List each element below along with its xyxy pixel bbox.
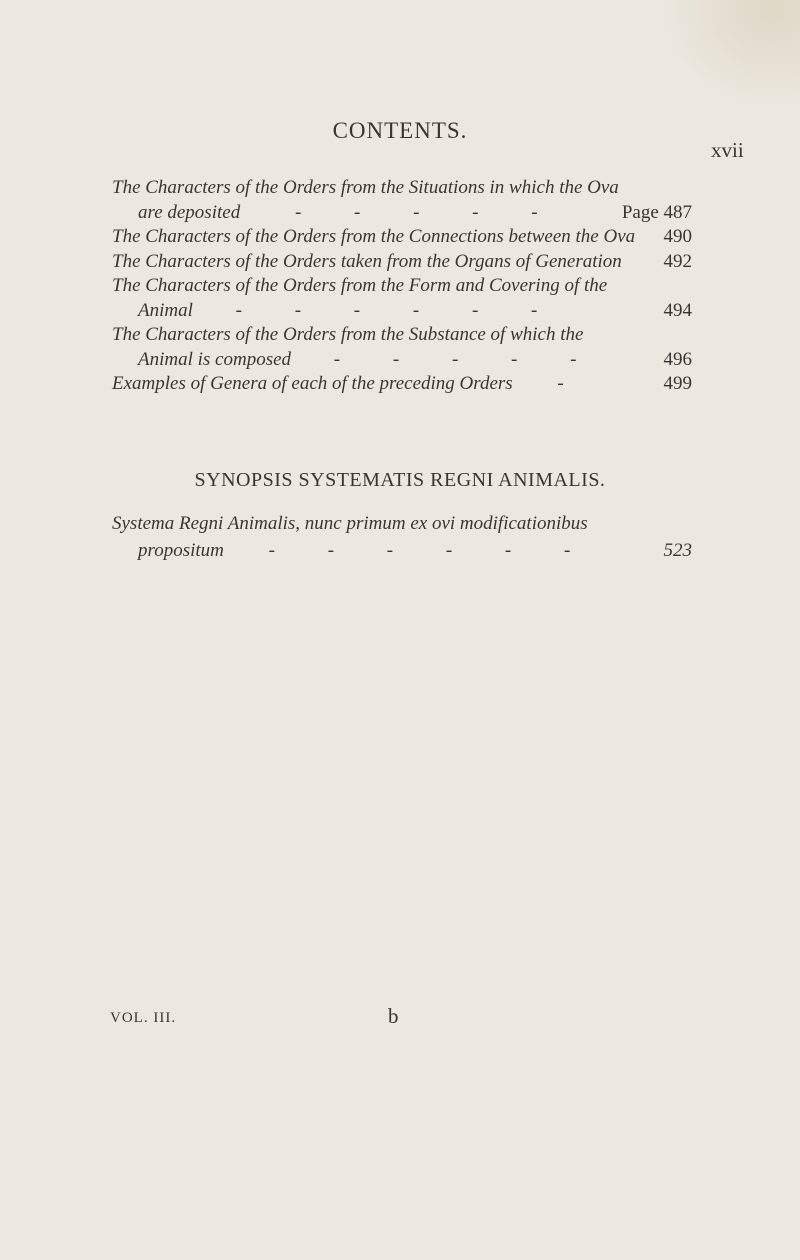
- entry-page: Page 487: [621, 201, 692, 223]
- entry-title-continued: [112, 348, 692, 373]
- signature-mark: b: [388, 1004, 399, 1028]
- entry-page: 490: [663, 226, 692, 247]
- entry-title: The Characters of the Orders from the Situations in which the Ova: [112, 177, 619, 198]
- contents-entry: [112, 510, 692, 564]
- entry-title-line2: Animal: [138, 299, 193, 321]
- page-number: xvii: [711, 138, 744, 162]
- entry-title: The Characters of the Orders from the Connections between the Ova: [112, 226, 636, 247]
- running-head: CONTENTS.: [332, 118, 468, 143]
- entry-page: 492: [663, 250, 692, 272]
- paper-stain: [660, 0, 800, 110]
- contents-entry: [112, 250, 692, 275]
- entry-page: 494: [663, 299, 692, 321]
- volume-label: VOL. III.: [110, 1010, 177, 1026]
- contents-entry: [112, 176, 692, 225]
- entry-title: The Characters of the Orders taken from the Organs of Generation: [112, 250, 622, 272]
- entry-title-line2: Animal is composed: [138, 348, 292, 370]
- entry-title: The Characters of the Orders from the Substance of which the: [112, 324, 584, 345]
- contents-entry: [112, 372, 692, 397]
- leader-dots: - - - - - -: [235, 299, 562, 321]
- entry-page: 496: [663, 348, 692, 370]
- entry-title-line2: propositum: [138, 540, 224, 561]
- leader-dots: -: [557, 373, 588, 394]
- entry-title: [112, 372, 692, 397]
- entry-page: 523: [663, 540, 692, 561]
- entry-page: 499: [663, 373, 692, 394]
- leader-dots: - - - - -: [294, 201, 562, 223]
- entry-title-continued: [112, 537, 692, 564]
- section-title: SYNOPSIS SYSTEMATIS REGNI ANIMALIS.: [194, 469, 606, 491]
- leader-dots: - - - - - -: [268, 540, 595, 561]
- contents-list: [112, 176, 692, 397]
- contents-entry: [112, 225, 692, 250]
- entry-title-line1: Examples of Genera of each of the preceding Orders: [112, 373, 513, 394]
- entry-title: The Characters of the Orders from the Form and Covering of the: [112, 275, 608, 296]
- entry-title-continued: [112, 201, 692, 226]
- entry-title-line2: are deposited: [138, 201, 241, 223]
- entry-title-continued: [112, 299, 692, 324]
- synopsis-entry: [112, 510, 692, 564]
- contents-entry: [112, 274, 692, 323]
- leader-dots: - - - - -: [333, 348, 601, 370]
- entry-title: Systema Regni Animalis, nunc primum ex ovi modificationibus: [112, 513, 588, 534]
- contents-entry: [112, 323, 692, 372]
